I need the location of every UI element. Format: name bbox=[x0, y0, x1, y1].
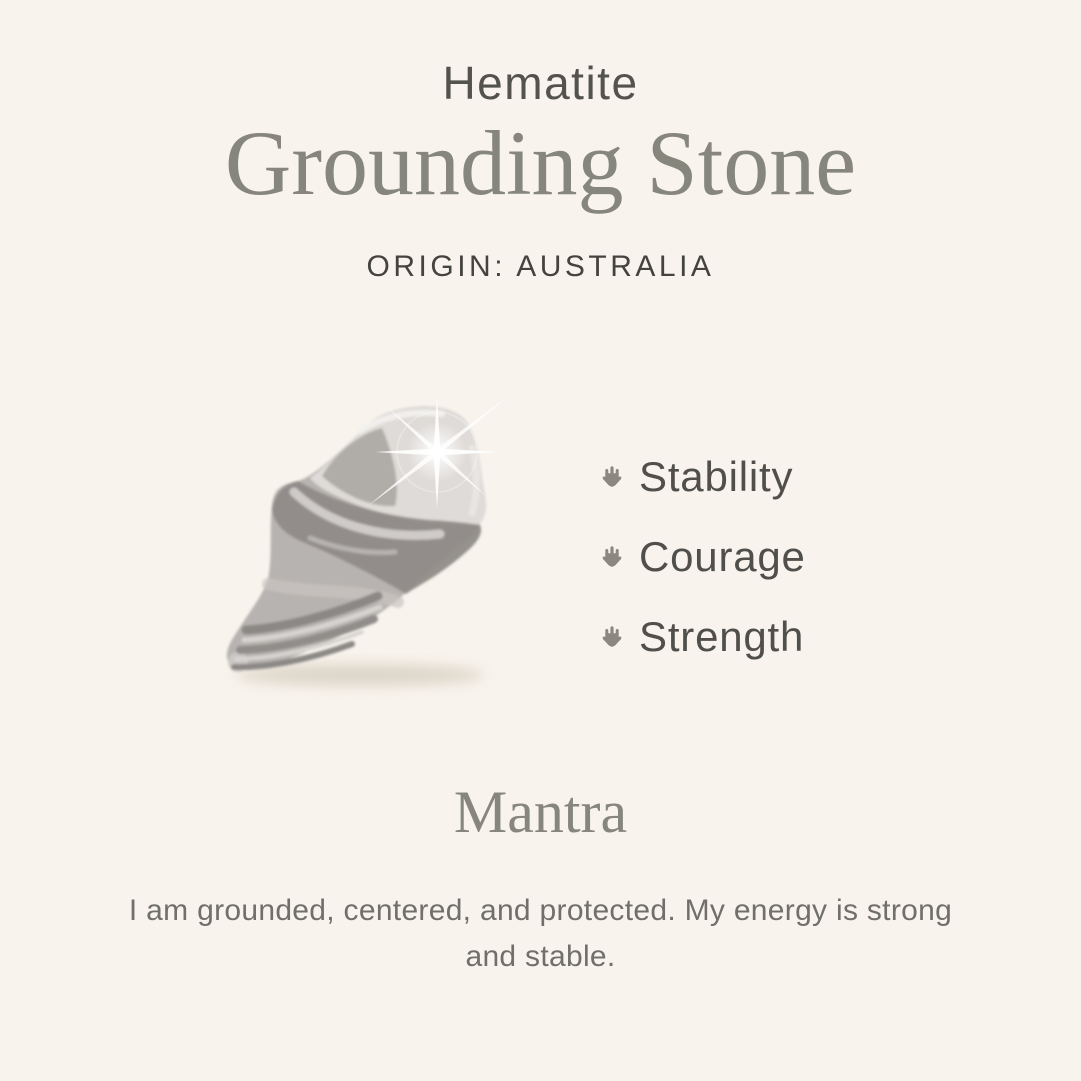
hamsa-icon bbox=[602, 465, 622, 489]
property-item-courage bbox=[602, 528, 806, 586]
origin-label: ORIGIN: AUSTRALIA bbox=[366, 250, 715, 283]
properties-list bbox=[602, 448, 806, 688]
stone-name: Hematite bbox=[442, 57, 639, 109]
property-item-strength bbox=[602, 608, 806, 666]
hamsa-icon bbox=[602, 545, 622, 569]
hamsa-icon bbox=[602, 625, 622, 649]
page-title: Grounding Stone bbox=[224, 112, 857, 214]
sparkle-icon bbox=[366, 396, 508, 509]
property-label: Stability bbox=[639, 453, 794, 500]
mantra-text: I am grounded, centered, and protected. My energy is strong and stable. bbox=[128, 894, 953, 973]
property-label: Courage bbox=[639, 533, 806, 580]
property-item-stability bbox=[602, 448, 806, 506]
hematite-stone-illustration bbox=[210, 388, 530, 718]
mantra-heading: Mantra bbox=[453, 779, 628, 845]
property-label: Strength bbox=[639, 613, 805, 660]
